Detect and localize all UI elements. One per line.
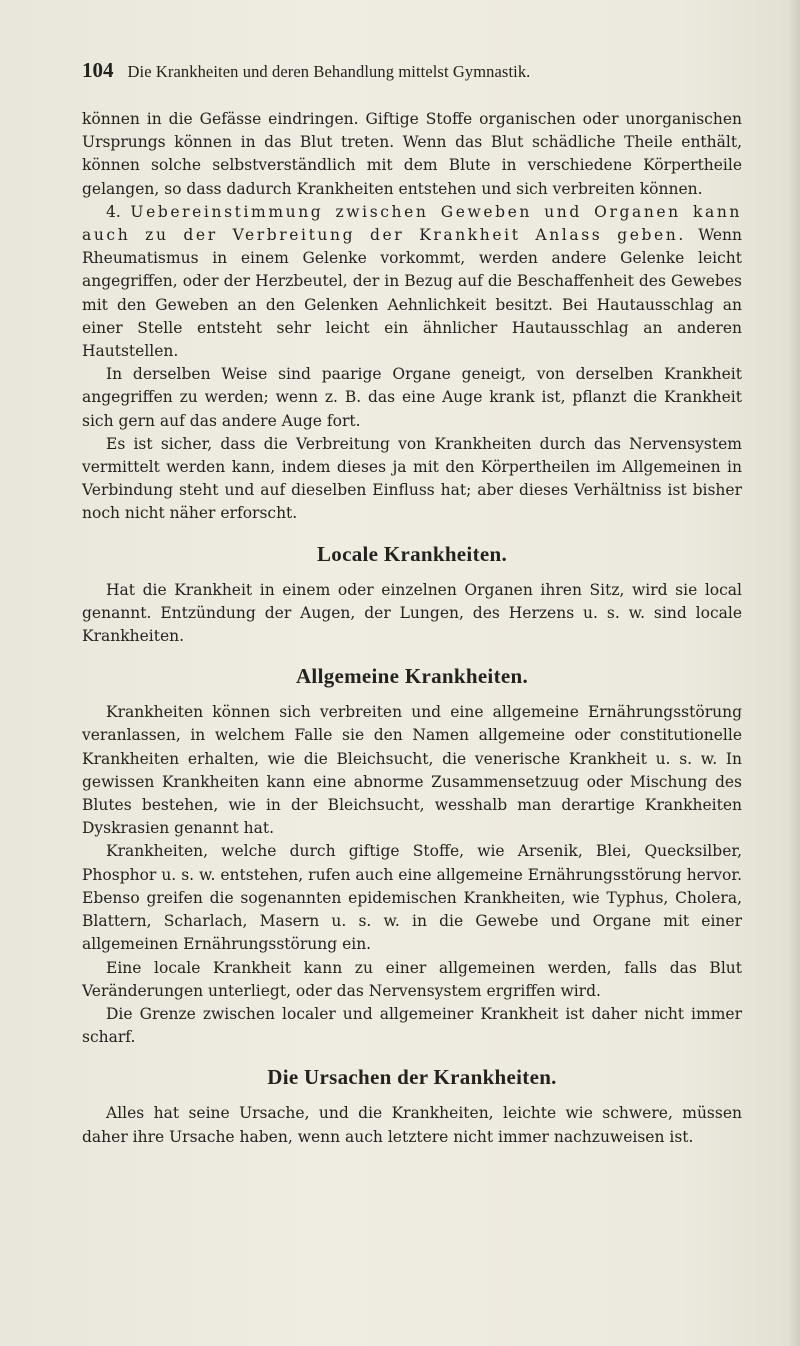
- page-edge: [786, 0, 800, 1346]
- paragraph: Krankheiten, welche durch giftige Stoffe, wie Arsenik, Blei, Quecksilber, Phosphor u. s. w. entstehen, rufen auch eine allgemeine Ernährungsstörung hervor. Ebenso greifen die sogenannten epidemischen Krankheiten, wie Typhus, Cholera, Blattern, Scharlach, Masern u. s. w. in die Gewebe und Organe mit einer allgemeinen Ernährungsstörung ein.: [82, 842, 742, 954]
- paragraph: Eine locale Krankheit kann zu einer allgemeinen werden, falls das Blut Veränderungen unterliegt, oder das Nervensystem ergriffen wird.: [82, 958, 742, 1000]
- section-heading-ursachen: Die Ursachen der Krankheiten.: [267, 1065, 557, 1090]
- paragraph-number: 4.: [106, 202, 131, 221]
- emphasized-text: Uebereinstimmung zwischen Geweben und Organen kann auch zu der Verbreitung der Krankheit Anlass geben.: [82, 202, 742, 245]
- paragraph: Die Grenze zwischen localer und allgemeiner Krankheit ist daher nicht immer scharf.: [82, 1004, 742, 1047]
- paragraph: [82, 201, 742, 363]
- section-heading-locale: Locale Krankheiten.: [316, 541, 508, 566]
- running-title: Die Krankheiten und deren Behandlung mittelst Gymnastik.: [127, 62, 531, 81]
- paragraph: können in die Gefässe eindringen. Giftige Stoffe organischen oder unorganischen Ursprungs können in das Blut treten. Wenn das Blut schädliche Theile enthält, können solche selbstverständlich mit dem Blute in verschiedene Körpertheile gelangen, so dass dadurch Krankheiten entstehen und sich verbreiten können.: [82, 110, 742, 198]
- running-head: [82, 58, 742, 86]
- paragraph: Hat die Krankheit in einem oder einzelnen Organen ihren Sitz, wird sie local genannt. Entzündung der Augen, der Lungen, des Herzens u. s. w. sind locale Krankheiten.: [82, 580, 742, 646]
- paragraph: Krankheiten können sich verbreiten und eine allgemeine Ernährungsstörung veranlassen, in welchem Falle sie den Namen allgemeine oder constitutionelle Krankheiten erhalten, wie die Bleichsucht, die venerische Krankheit u. s. w. In gewissen Krankheiten kann eine abnorme Zusammensetzuug oder Mischung des Blutes bestehen, wie in der Bleichsucht, wesshalb man derartige Krankheiten Dyskrasien genannt hat.: [82, 703, 742, 838]
- page-content: [82, 58, 742, 1149]
- section-heading-allgemeine: Allgemeine Krankheiten.: [295, 664, 529, 689]
- page-number: 104: [82, 58, 114, 82]
- paragraph: In derselben Weise sind paarige Organe geneigt, von derselben Krankheit angegriffen zu werden; wenn z. B. das eine Auge krank ist, pflanzt die Krankheit sich gern auf das andere Auge fort.: [82, 365, 742, 430]
- paragraph: Alles hat seine Ursache, und die Krankheiten, leichte wie schwere, müssen daher ihre Ursache haben, wenn auch letztere nicht immer nachzuweisen ist.: [82, 1104, 742, 1146]
- paragraph: Es ist sicher, dass die Verbreitung von Krankheiten durch das Nervensystem vermittelt werden kann, indem dieses ja mit den Körpertheilen im Allgemeinen in Verbindung steht und auf dieselben Einfluss hat; aber dieses Verhältniss ist bisher noch nicht näher erforscht.: [82, 434, 742, 523]
- paragraph-text: Wenn Rheumatismus in einem Gelenke vorkommt, werden andere Gelenke leicht angegriffen, oder der Herzbeutel, der in Bezug auf die Beschaffenheit des Gewebes mit den Geweben an den Gelenken Aehnlichkeit besitzt. Bei Hautausschlag an einer Stelle entsteht sehr leicht ein ähnlicher Hautausschlag an anderen Hautstellen.: [82, 226, 742, 361]
